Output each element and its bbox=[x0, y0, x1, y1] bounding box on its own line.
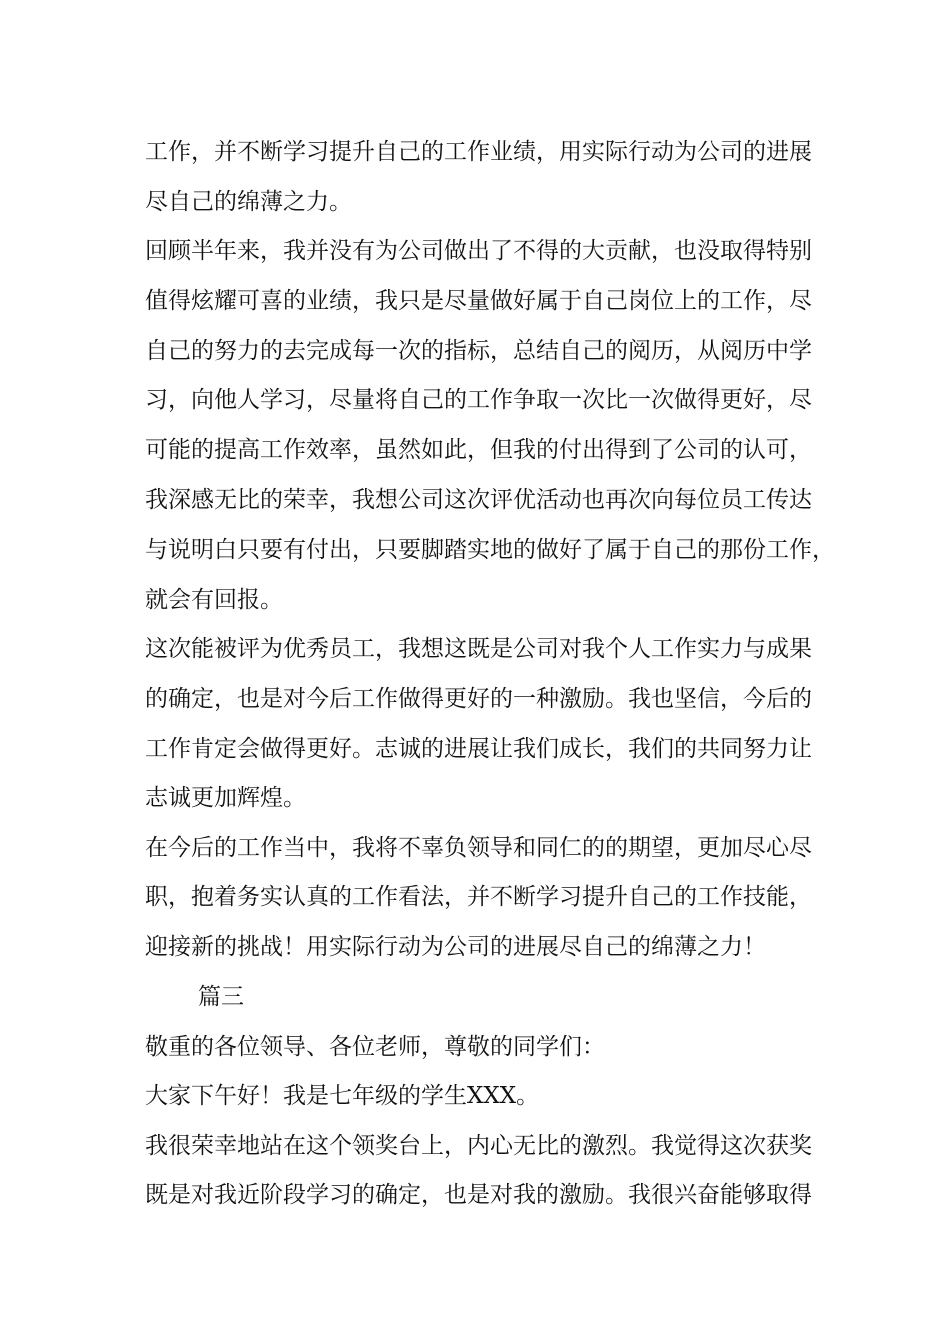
text-line: 职，抱着务实认真的工作看法，并不断学习提升自己的工作技能， bbox=[145, 884, 812, 910]
text-line: 可能的提高工作效率，虽然如此，但我的付出得到了公司的认可， bbox=[145, 437, 812, 463]
text-line: 迎接新的挑战！用实际行动为公司的进展尽自己的绵薄之力！ bbox=[145, 934, 766, 960]
text-line: 与说明白只要有付出，只要脚踏实地的做好了属于自己的那份工作， bbox=[145, 537, 835, 563]
text-line: 自己的努力的去完成每一次的指标，总结自己的阅历，从阅历中学 bbox=[145, 338, 812, 364]
text-line: 的确定，也是对今后工作做得更好的一种激励。我也坚信，今后的 bbox=[145, 686, 812, 712]
text-line: 尽自己的绵薄之力。 bbox=[145, 189, 352, 215]
text-line: 我深感无比的荣幸，我想公司这次评优活动也再次向每位员工传达 bbox=[145, 487, 812, 513]
text-line: 工作肯定会做得更好。志诚的进展让我们成长，我们的共同努力让 bbox=[145, 736, 812, 762]
text-line: 志诚更加辉煌。 bbox=[145, 785, 306, 811]
text-line: 我很荣幸地站在这个领奖台上，内心无比的激烈。我觉得这次获奖 bbox=[145, 1133, 812, 1159]
text-line: 敬重的各位领导、各位老师，尊敬的同学们： bbox=[145, 1034, 605, 1060]
text-line: 值得炫耀可喜的业绩，我只是尽量做好属于自己岗位上的工作，尽 bbox=[145, 288, 812, 314]
section-heading: 篇三 bbox=[198, 984, 244, 1010]
text-line: 大家下午好！我是七年级的学生XXX。 bbox=[145, 1083, 540, 1109]
text-line: 工作，并不断学习提升自己的工作业绩，用实际行动为公司的进展 bbox=[145, 139, 812, 165]
text-line: 既是对我近阶段学习的确定，也是对我的激励。我很兴奋能够取得 bbox=[145, 1182, 812, 1208]
text-line: 这次能被评为优秀员工，我想这既是公司对我个人工作实力与成果 bbox=[145, 636, 812, 662]
text-line: 就会有回报。 bbox=[145, 587, 283, 613]
text-line: 习，向他人学习，尽量将自己的工作争取一次比一次做得更好，尽 bbox=[145, 387, 812, 413]
text-line: 回顾半年来，我并没有为公司做出了不得的大贡献，也没取得特别 bbox=[145, 238, 812, 264]
text-line: 在今后的工作当中，我将不辜负领导和同仁的的期望，更加尽心尽 bbox=[145, 835, 812, 861]
